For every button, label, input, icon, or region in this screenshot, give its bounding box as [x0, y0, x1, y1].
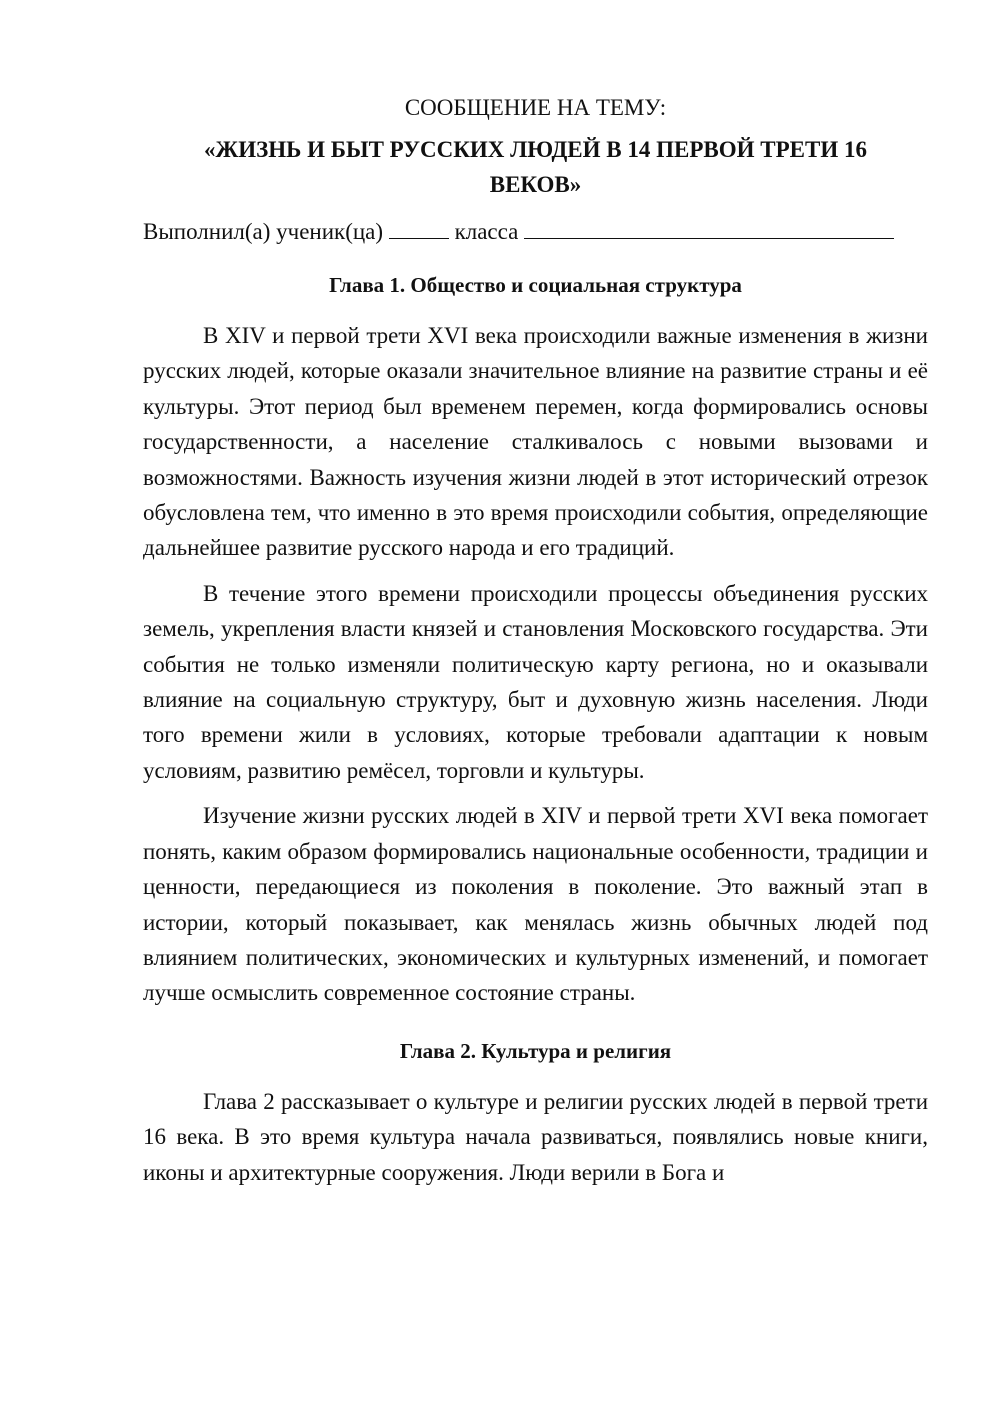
document-subtitle: СООБЩЕНИЕ НА ТЕМУ: [404, 95, 667, 120]
chapter-1-paragraph-3: Изучение жизни русских людей в XIV и первой трети XVI века помогает понять, каким образом формировались национальные особенности, традиции и ценности, передающиеся из поколения в поколение. Это важный этап в истории, который показывает, как менялась жизнь обычных людей под влиянием политических, экономических и культурных изменений, и помогает лучше осмыслить современное состояние страны. [143, 803, 928, 1006]
document-title: «ЖИЗНЬ И БЫТ РУССКИХ ЛЮДЕЙ В 14 ПЕРВОЙ ТРЕТИ 16 ВЕКОВ» [204, 137, 867, 197]
student-label: Выполнил(а) ученик(ца) [143, 219, 384, 244]
class-label: класса [454, 219, 519, 244]
document-body [143, 92, 928, 1200]
student-info-line [143, 216, 928, 248]
student-name-blank[interactable] [524, 216, 894, 239]
class-number-blank[interactable] [389, 216, 449, 239]
chapter-1-paragraph-2: В течение этого времени происходили процессы объединения русских земель, укрепления власти князей и становления Московского государства. Эти события не только изменяли политическую карту региона, но и оказывали влияние на социальную структуру, быт и духовную жизнь населения. Люди того времени жили в условиях, которые требовали адаптации к новым условиям, развитию ремёсел, торговли и культуры. [143, 580, 928, 783]
chapter-2-paragraph-1: Глава 2 рассказывает о культуре и религии русских людей в первой трети 16 века. В это время культура начала развиваться, появлялись новые книги, иконы и архитектурные сооружения. Люди верили в Бога и [143, 1088, 928, 1185]
chapter-1-title: Глава 1. Общество и социальная структура [329, 273, 742, 297]
chapter-1-paragraph-1: В XIV и первой трети XVI века происходили важные изменения в жизни русских людей, которые оказали значительное влияние на развитие страны и её культуры. Этот период был временем перемен, когда формировались основы государственности, а население сталкивалось с новыми вызовами и возможностями. Важность изучения жизни людей в этот исторический отрезок обусловлена тем, что именно в это время происходили события, определяющие дальнейшее развитие русского народа и его традиций. [143, 323, 928, 561]
chapter-2-title: Глава 2. Культура и религия [399, 1038, 672, 1063]
